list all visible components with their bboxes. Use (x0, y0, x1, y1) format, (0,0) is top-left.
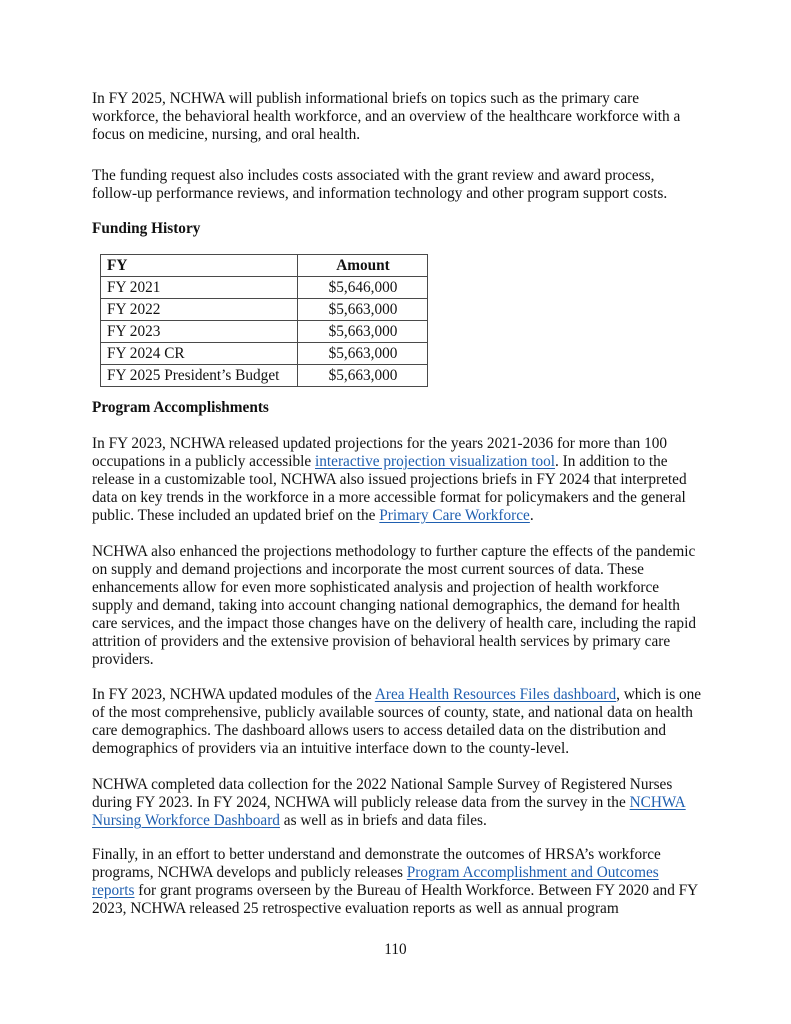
cell-amount: $5,663,000 (298, 343, 428, 365)
table-header-row (101, 255, 428, 277)
accomplishments-paragraph-3 (92, 686, 702, 758)
intro-paragraph-1: In FY 2025, NCHWA will publish informational briefs on topics such as the primary care workforce, the behavioral health workforce, and an overview of the healthcare workforce with a focus on medicine, nursing, and oral health. (92, 90, 681, 143)
accomplishments-paragraph-2: NCHWA also enhanced the projections methodology to further capture the effects of the pandemic on supply and demand projections and incorporate the most current sources of data. These enhancements allow for even more sophisticated analysis and projection of health workforce supply and demand, taking into account changing national demographics, the demand for health care services, and the impact those changes have on the delivery of health care, including the rapid attrition of providers and the extensive provision of behavioral health services by primary care providers. (92, 543, 696, 668)
text-segment: , which is one of the most comprehensive, publicly available sources of county, state, and national data on health care demographics. The dashboard allows users to access detailed data on the distribution and demographics of providers via an intuitive interface down to the county-level. (92, 686, 702, 757)
cell-amount: $5,663,000 (298, 321, 428, 343)
accomplishments-paragraph-4 (92, 776, 702, 830)
text-segment: NCHWA completed data collection for the 2022 National Sample Survey of Registered Nurses during FY 2023. In FY 2024, NCHWA will publicly release data from the survey in the (92, 776, 673, 811)
table-row (101, 321, 428, 343)
funding-history-heading: Funding History (92, 220, 201, 237)
text-segment: for grant programs overseen by the Bureau of Health Workforce. Between FY 2020 and FY 2023, NCHWA released 25 retrospective evaluation reports as well as annual program (92, 882, 698, 917)
text-segment: In FY 2023, NCHWA updated modules of the (92, 686, 375, 703)
text-segment: Finally, in an effort to better understand and demonstrate the outcomes of HRSA’s workforce programs, NCHWA develops and publicly releases (92, 846, 661, 881)
cell-fy: FY 2025 President’s Budget (101, 365, 298, 387)
ahrf-dashboard-link[interactable]: Area Health Resources Files dashboard (374, 686, 617, 703)
column-header-fy: FY (101, 255, 298, 277)
text-segment: as well as in briefs and data files. (279, 812, 487, 829)
table-row (101, 277, 428, 299)
primary-care-workforce-link[interactable]: Primary Care Workforce (379, 507, 530, 524)
cell-amount: $5,646,000 (298, 277, 428, 299)
nursing-workforce-dashboard-link[interactable]: NCHWA Nursing Workforce Dashboard (92, 794, 686, 829)
program-accomplishments-heading: Program Accomplishments (92, 399, 269, 416)
cell-fy: FY 2024 CR (101, 343, 298, 365)
page-number: 110 (384, 941, 407, 958)
table-row (101, 343, 428, 365)
funding-history-table (100, 254, 428, 387)
cell-amount: $5,663,000 (298, 365, 428, 387)
cell-fy: FY 2021 (101, 277, 298, 299)
intro-paragraph-2: The funding request also includes costs associated with the grant review and award process, follow-up performance reviews, and information technology and other program support costs. (92, 167, 668, 202)
text-segment: . In addition to the release in a customizable tool, NCHWA also issued projections briefs in FY 2024 that interpreted data on key trends in the workforce in a more accessible format for policymakers and the general public. These included an updated brief on the (92, 453, 687, 524)
text-segment: . (529, 507, 534, 524)
cell-amount: $5,663,000 (298, 299, 428, 321)
text-segment: In FY 2023, NCHWA released updated projections for the years 2021-2036 for more than 100 occupations in a publicly accessible (92, 435, 668, 470)
accomplishments-paragraph-5 (92, 846, 702, 918)
accomplishments-paragraph-1 (92, 435, 702, 525)
interactive-projection-tool-link[interactable]: interactive projection visualization tool (315, 453, 556, 470)
cell-fy: FY 2022 (101, 299, 298, 321)
program-accomplishment-reports-link[interactable]: Program Accomplishment and Outcomes reports (92, 864, 659, 899)
cell-fy: FY 2023 (101, 321, 298, 343)
table-row (101, 299, 428, 321)
table-row (101, 365, 428, 387)
column-header-amount: Amount (298, 255, 428, 277)
